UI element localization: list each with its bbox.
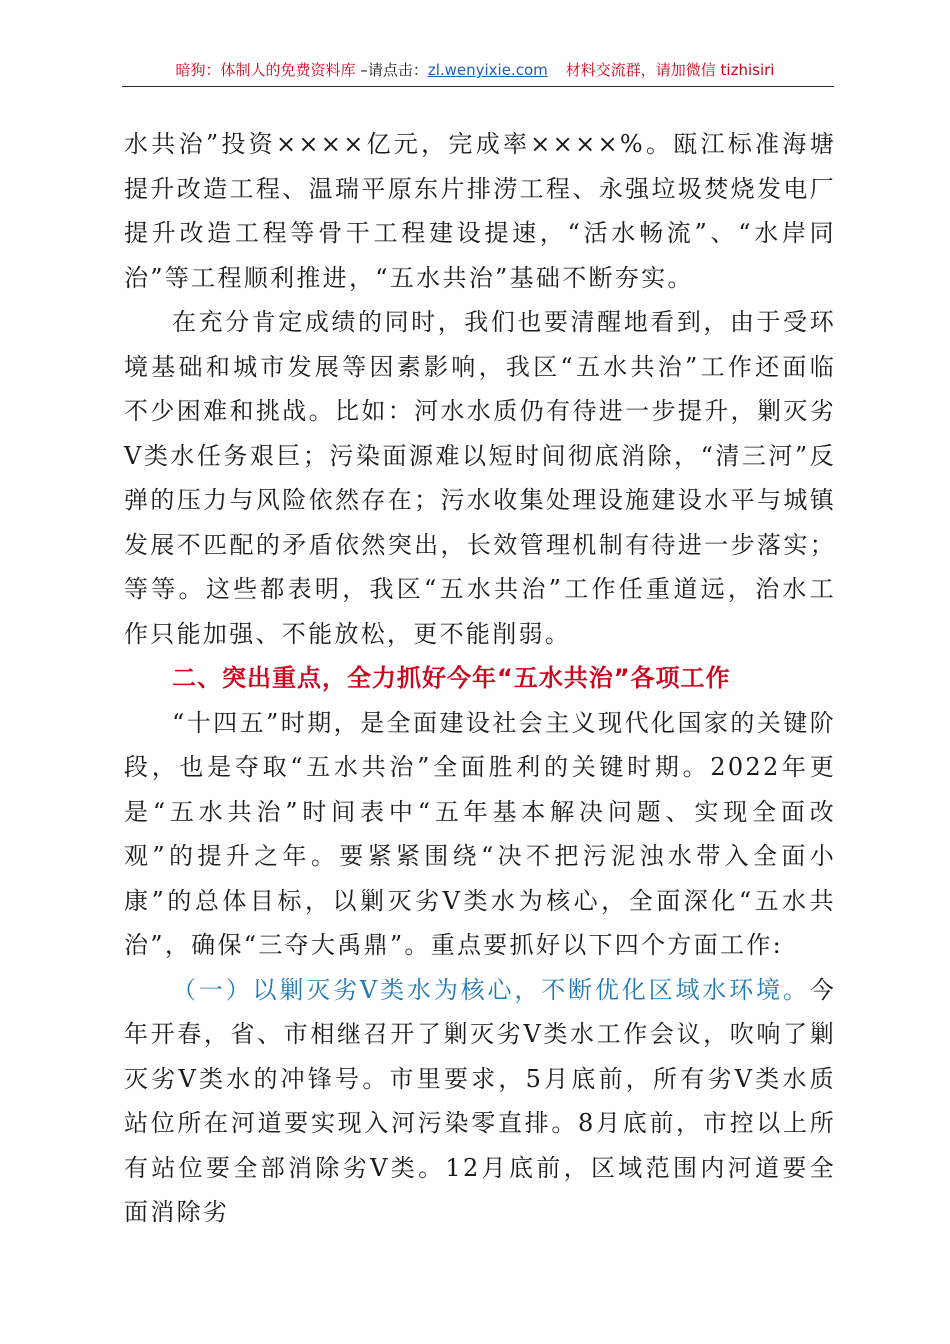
watermark-header: [0, 58, 950, 82]
paragraph-overview: “十四五”时期，是全面建设社会主义现代化国家的关键阶段，也是夺取“五水共治”全面胜利的关键时期。2022年更是“五水共治”时间表中“五年基本解决问题、实现全面改观”的提升之年。要紧紧围绕“决不把污泥浊水带入全面小康”的总体目标，以剿灭劣Ⅴ类水为核心，全面深化“五水共治”，确保“三夺大禹鼎”。重点要抓好以下四个方面工作:: [124, 708, 836, 959]
paragraph-investment: 水共治”投资××××亿元，完成率××××%。瓯江标准海塘提升改造工程、温瑞平原东片排涝工程、永强垃圾焚烧发电厂提升改造工程等骨干工程建设提速，“活水畅流”、“水岸同治”等工程顺利推进，“五水共治”基础不断夯实。: [124, 130, 836, 292]
subsection-1-title: （一）以剿灭劣Ⅴ类水为核心，不断优化区域水环境。: [172, 975, 810, 1004]
subsection-1-text: 今年开春，省、市相继召开了剿灭劣Ⅴ类水工作会议，吹响了剿灭劣Ⅴ类水的冲锋号。市里要求，5月底前，所有劣Ⅴ类水质站位所在河道要实现入河污染零直排。8月底前，市控以上所有站位要全部消除劣Ⅴ类。12月底前，区域范围内河道要全面消除劣: [124, 975, 836, 1226]
header-note: 材料交流群，请加微信 tizhisiri: [565, 61, 775, 79]
header-divider: [122, 86, 834, 87]
document-body: [124, 122, 836, 1235]
header-prompt: –请点击：: [355, 61, 428, 79]
header-brand: 暗狗：体制人的免费资料库: [175, 61, 356, 79]
header-link[interactable]: zl.wenyixie.com: [427, 61, 548, 79]
paragraph-subsection-1: [124, 968, 836, 1235]
section-heading: 二、突出重点，全力抓好今年“五水共治”各项工作: [172, 664, 731, 692]
paragraph-challenges: 在充分肯定成绩的同时，我们也要清醒地看到，由于受环境基础和城市发展等因素影响，我区“五水共治”工作还面临不少困难和挑战。比如：河水水质仍有待进一步提升，剿灭劣Ⅴ类水任务艰巨；污染面源难以短时间彻底消除，“清三河”反弹的压力与风险依然存在；污水收集处理设施建设水平与城镇发展不匹配的矛盾依然突出，长效管理机制有待进一步落实；等等。这些都表明，我区“五水共治”工作任重道远，治水工作只能加强、不能放松，更不能削弱。: [124, 308, 836, 648]
